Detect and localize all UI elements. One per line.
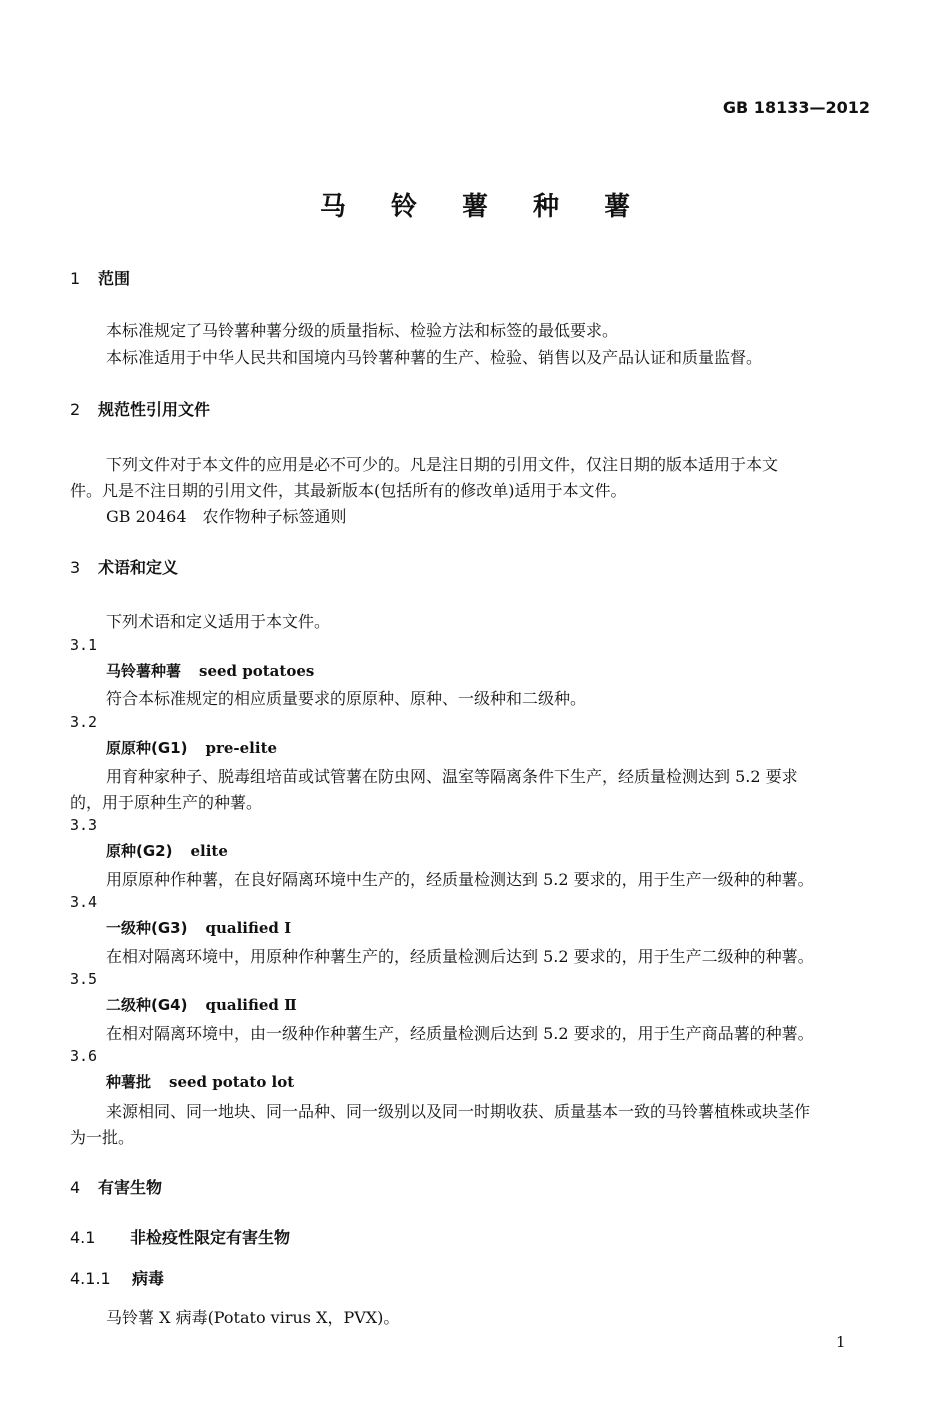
- term-cn: 二级种(G4): [106, 996, 188, 1014]
- term-heading: [106, 1071, 294, 1092]
- section-number: 4: [70, 1178, 81, 1197]
- term-cn: 马铃薯种薯: [106, 662, 182, 680]
- standard-code: GB 18133—2012: [722, 98, 870, 117]
- section-title: 有害生物: [98, 1178, 163, 1197]
- normative-reference: GB 20464 农作物种子标签通则: [106, 507, 347, 526]
- paragraph: 下列文件对于本文件的应用是必不可少的。凡是注日期的引用文件，仅注日期的版本适用于本文: [106, 455, 779, 474]
- subsection-number: 4.1.1: [70, 1269, 111, 1288]
- page-number: 1: [836, 1333, 846, 1351]
- paragraph: 马铃薯 X 病毒(Potato virus X，PVX)。: [106, 1308, 400, 1327]
- term-number: 3.5: [70, 970, 98, 988]
- section-number: 2: [70, 400, 81, 419]
- paragraph-continued: 件。凡是不注日期的引用文件，其最新版本(包括所有的修改单)适用于本文件。: [70, 481, 627, 500]
- term-cn: 一级种(G3): [106, 919, 188, 937]
- section-title: 范围: [98, 269, 131, 288]
- term-heading: [106, 994, 297, 1015]
- term-definition: 在相对隔离环境中，由一级种作种薯生产，经质量检测后达到 5.2 要求的，用于生产商品薯的种薯。: [106, 1024, 814, 1043]
- section-number: 3: [70, 558, 81, 577]
- subsection-number: 4.1: [70, 1228, 96, 1247]
- subsection-title: 病毒: [132, 1269, 165, 1288]
- subsection-4-1-1-heading: [70, 1266, 164, 1289]
- subsection-4-1-heading: [70, 1225, 290, 1248]
- term-heading: [106, 660, 314, 681]
- term-definition: 在相对隔离环境中，用原种作种薯生产的，经质量检测后达到 5.2 要求的，用于生产二级种的种薯。: [106, 947, 814, 966]
- term-number: 3.2: [70, 713, 98, 731]
- section-3-heading: [70, 555, 178, 578]
- section-2-heading: [70, 397, 210, 420]
- section-title: 规范性引用文件: [98, 400, 211, 419]
- term-en: seed potato lot: [169, 1073, 295, 1091]
- term-heading: [106, 737, 277, 758]
- term-definition: 用原原种作种薯，在良好隔离环境中生产的，经质量检测达到 5.2 要求的，用于生产一级种的种薯。: [106, 870, 814, 889]
- term-heading: [106, 917, 291, 938]
- term-number: 3.1: [70, 636, 98, 654]
- term-definition: 用育种家种子、脱毒组培苗或试管薯在防虫网、温室等隔离条件下生产，经质量检测达到 5.2 要求: [106, 767, 798, 786]
- document-title: 马 铃 薯 种 薯: [319, 192, 649, 222]
- term-cn: 种薯批: [106, 1073, 152, 1091]
- paragraph: 本标准适用于中华人民共和国境内马铃薯种薯的生产、检验、销售以及产品认证和质量监督。: [106, 348, 763, 367]
- paragraph: 本标准规定了马铃薯种薯分级的质量指标、检验方法和标签的最低要求。: [106, 321, 619, 340]
- term-en: seed potatoes: [199, 662, 315, 680]
- term-cn: 原原种(G1): [106, 739, 188, 757]
- term-definition: 来源相同、同一地块、同一品种、同一级别以及同一时期收获、质量基本一致的马铃薯植株或块茎作: [106, 1102, 811, 1121]
- section-number: 1: [70, 269, 81, 288]
- term-number: 3.4: [70, 893, 98, 911]
- section-4-heading: [70, 1175, 162, 1198]
- term-definition-continued: 为一批。: [70, 1128, 135, 1147]
- term-definition-continued: 的，用于原种生产的种薯。: [70, 793, 263, 812]
- term-en: pre-elite: [205, 739, 278, 757]
- section-1-heading: [70, 266, 130, 289]
- subsection-title: 非检疫性限定有害生物: [130, 1228, 291, 1247]
- term-cn: 原种(G2): [106, 842, 173, 860]
- term-heading: [106, 840, 228, 861]
- term-en: elite: [190, 842, 228, 860]
- term-en: qualified Ⅱ: [205, 996, 297, 1014]
- term-number: 3.3: [70, 816, 98, 834]
- term-number: 3.6: [70, 1047, 98, 1065]
- term-definition: 符合本标准规定的相应质量要求的原原种、原种、一级种和二级种。: [106, 689, 587, 708]
- section-title: 术语和定义: [98, 558, 179, 577]
- paragraph: 下列术语和定义适用于本文件。: [106, 612, 331, 631]
- term-en: qualified Ⅰ: [205, 919, 292, 937]
